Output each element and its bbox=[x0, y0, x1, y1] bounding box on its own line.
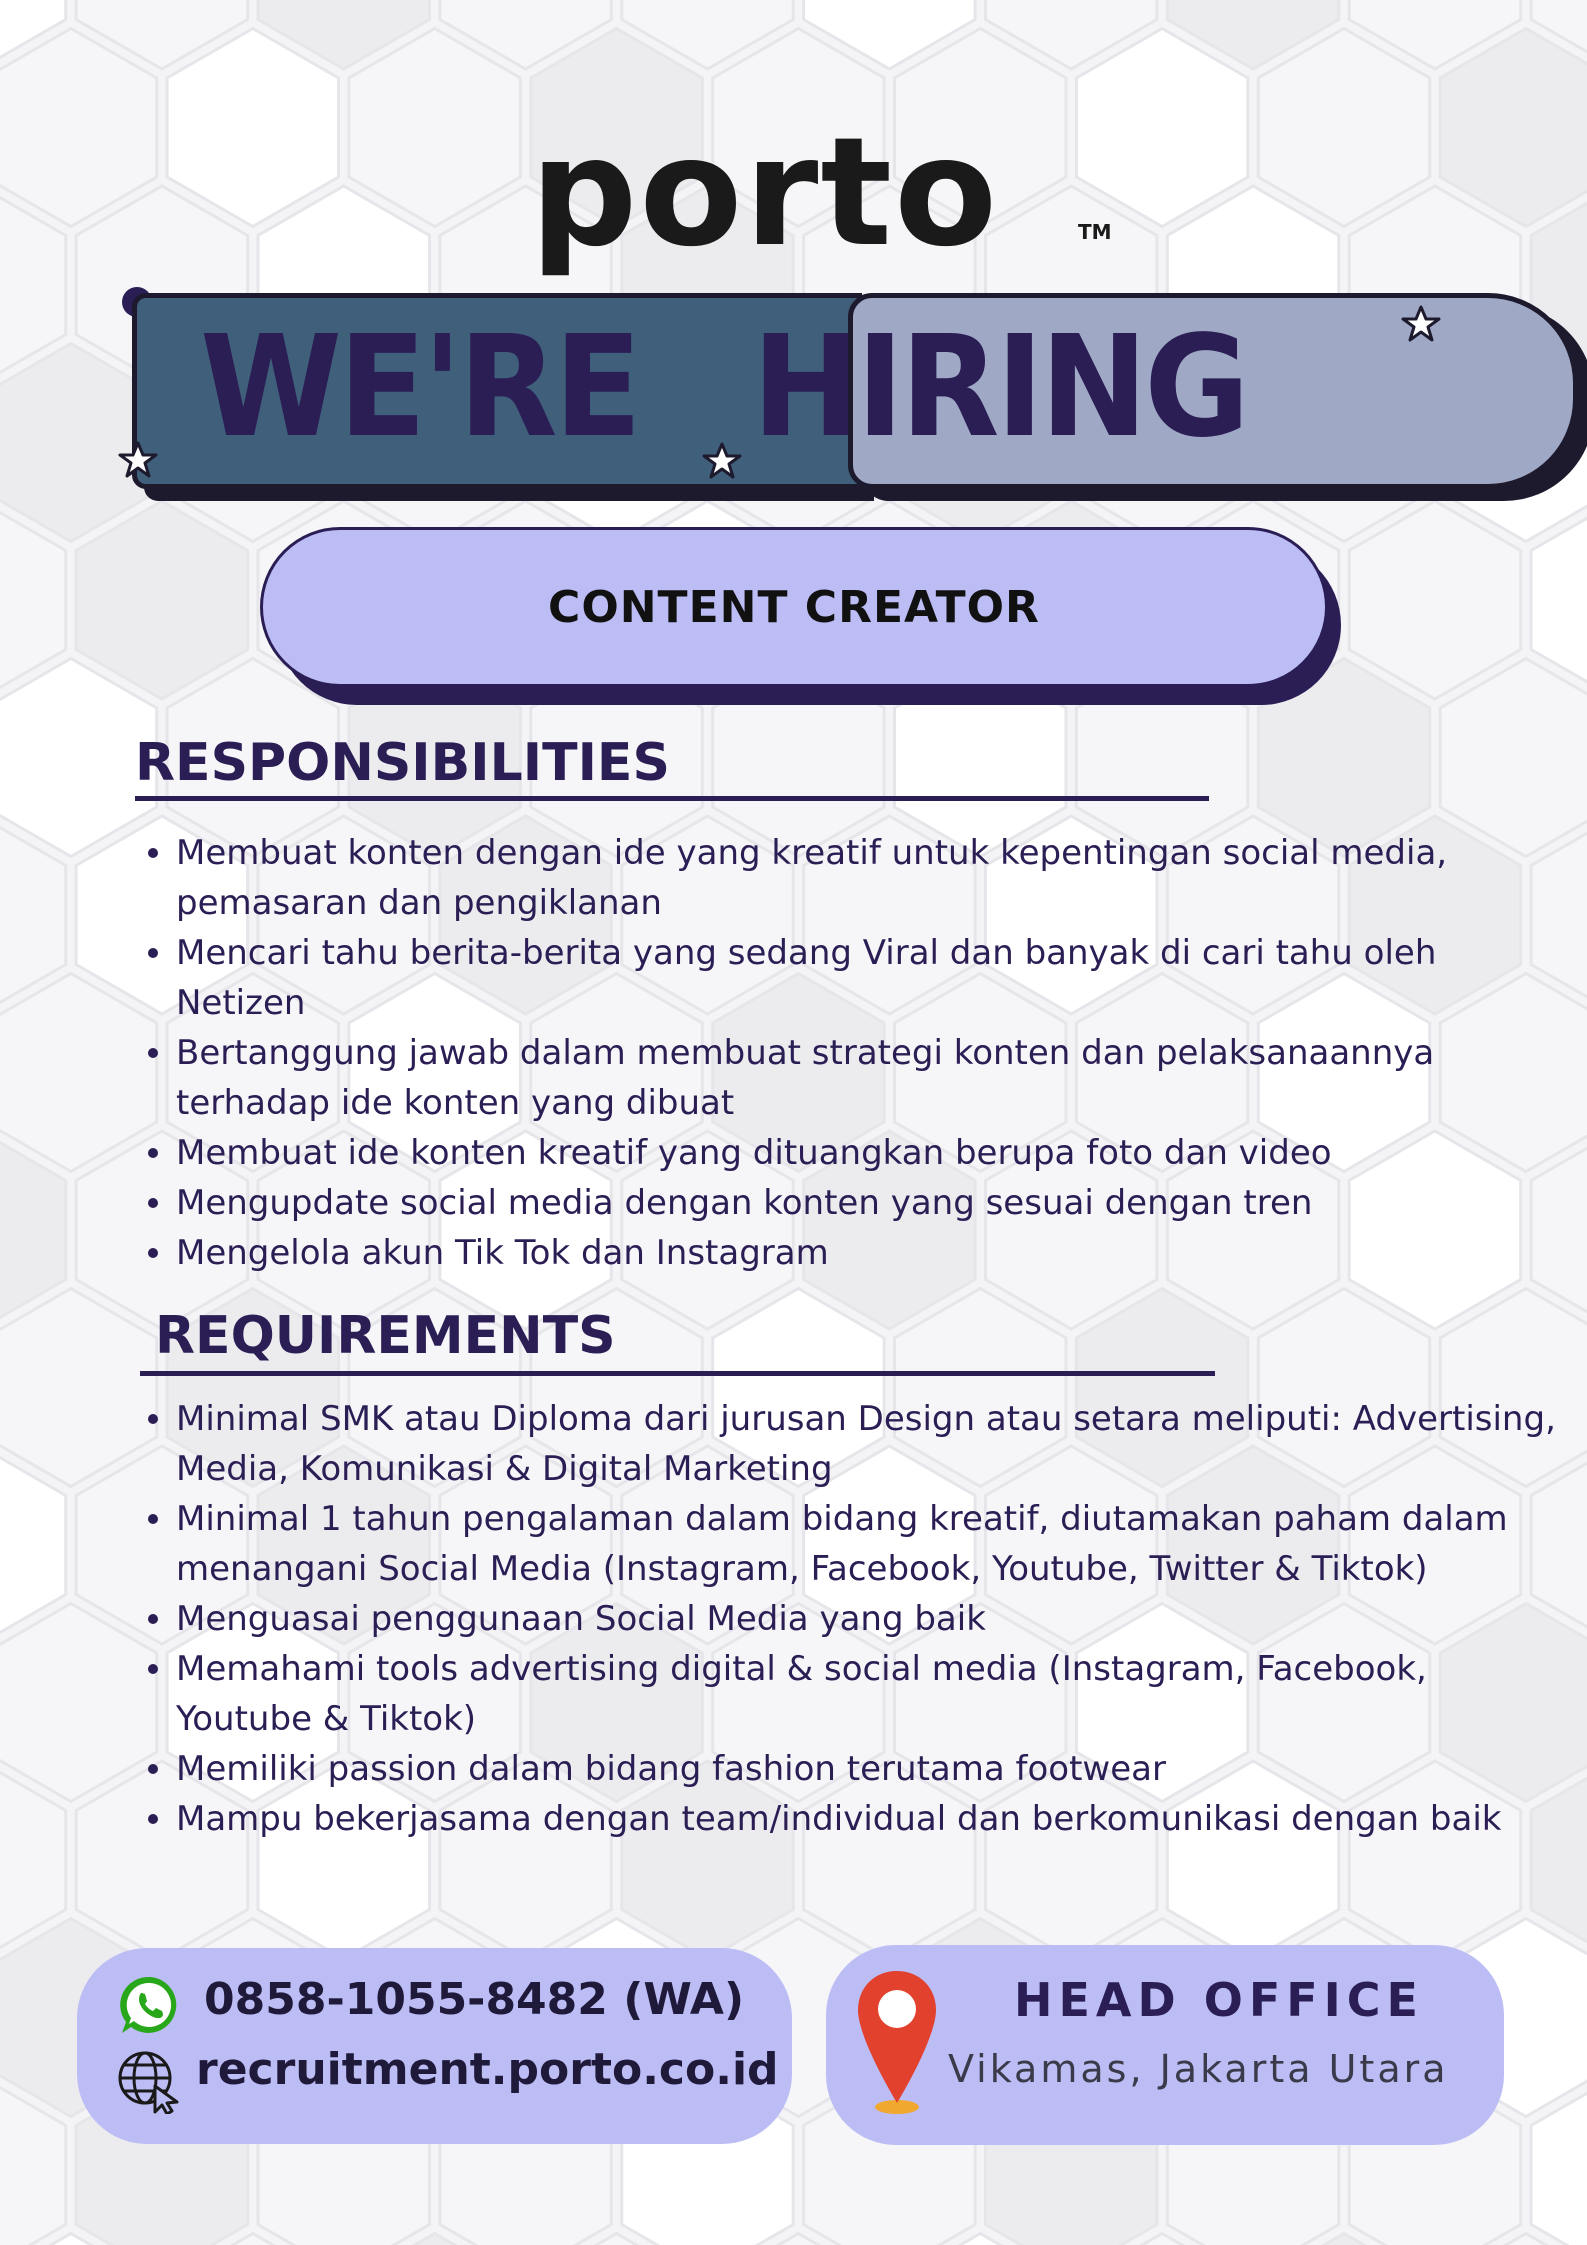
porto-logo bbox=[530, 106, 1112, 280]
hexagon-tile bbox=[76, 501, 248, 699]
hexagon-tile bbox=[0, 29, 157, 227]
responsibilities-divider bbox=[135, 796, 1209, 801]
contact-box bbox=[77, 1948, 792, 2144]
office-box bbox=[826, 1945, 1504, 2145]
star-icon bbox=[1401, 304, 1441, 344]
banner-word-hiring: HIRING bbox=[752, 306, 1247, 469]
hiring-banner bbox=[132, 293, 1452, 503]
globe-cursor-icon bbox=[115, 2048, 185, 2114]
list-item: Mengupdate social media dengan konten yang sesuai dengan tren bbox=[176, 1178, 1506, 1228]
location-pin-icon bbox=[854, 1967, 940, 2117]
hexagon-tile bbox=[1258, 29, 1429, 227]
requirements-list bbox=[138, 1394, 1556, 1844]
hexagon-tile bbox=[1349, 501, 1521, 699]
hexagon-tile bbox=[1440, 29, 1587, 227]
list-item: Memahami tools advertising digital & social media (Instagram, Facebook, Youtube & Tiktok) bbox=[176, 1644, 1556, 1744]
banner-word-were: WE'RE bbox=[200, 306, 639, 469]
list-item: Menguasai penggunaan Social Media yang baik bbox=[176, 1594, 1556, 1644]
responsibilities-list bbox=[138, 828, 1506, 1278]
responsibilities-title: RESPONSIBILITIES bbox=[135, 733, 670, 793]
requirements-title: REQUIREMENTS bbox=[155, 1306, 616, 1366]
position-pill bbox=[260, 527, 1328, 687]
list-item: Mampu bekerjasama dengan team/individual dan berkomunikasi dengan baik bbox=[176, 1794, 1556, 1844]
list-item: Membuat ide konten kreatif yang dituangkan berupa foto dan video bbox=[176, 1128, 1506, 1178]
list-item: Mencari tahu berita-berita yang sedang Viral dan banyak di cari tahu oleh Netizen bbox=[176, 928, 1506, 1028]
list-item: Mengelola akun Tik Tok dan Instagram bbox=[176, 1228, 1506, 1278]
star-icon bbox=[702, 441, 742, 481]
whatsapp-icon bbox=[117, 1972, 183, 2038]
logo-wordmark: porto bbox=[530, 106, 1000, 280]
requirements-divider bbox=[140, 1371, 1215, 1376]
trademark-symbol: TM bbox=[1078, 220, 1112, 244]
hexagon-tile bbox=[0, 1289, 157, 1487]
position-title: CONTENT CREATOR bbox=[548, 581, 1040, 633]
hexagon-tile bbox=[167, 29, 338, 227]
contact-website[interactable]: recruitment.porto.co.id bbox=[196, 2044, 779, 2095]
office-address: Vikamas, Jakarta Utara bbox=[948, 2047, 1449, 2091]
list-item: Minimal SMK atau Diploma dari jurusan Design atau setara meliputi: Advertising, Media, Komunikasi & Digital Marketing bbox=[176, 1394, 1556, 1494]
star-icon bbox=[118, 440, 158, 480]
hexagon-tile bbox=[0, 659, 157, 857]
list-item: Membuat konten dengan ide yang kreatif untuk kepentingan social media, pemasaran dan pengiklanan bbox=[176, 828, 1506, 928]
list-item: Bertanggung jawab dalam membuat strategi konten dan pelaksanaannya terhadap ide konten yang dibuat bbox=[176, 1028, 1506, 1128]
hexagon-tile bbox=[0, 1604, 157, 1802]
contact-phone[interactable]: 0858-1055-8482 (WA) bbox=[204, 1974, 745, 2025]
list-item: Memiliki passion dalam bidang fashion terutama footwear bbox=[176, 1744, 1556, 1794]
hexagon-tile bbox=[1440, 659, 1587, 857]
office-title: HEAD OFFICE bbox=[1014, 1973, 1424, 2027]
list-item: Minimal 1 tahun pengalaman dalam bidang kreatif, diutamakan paham dalam menangani Social Media (Instagram, Facebook, Youtube, Twitter & Tiktok) bbox=[176, 1494, 1556, 1594]
hexagon-tile bbox=[0, 974, 157, 1172]
hexagon-tile bbox=[349, 29, 521, 227]
